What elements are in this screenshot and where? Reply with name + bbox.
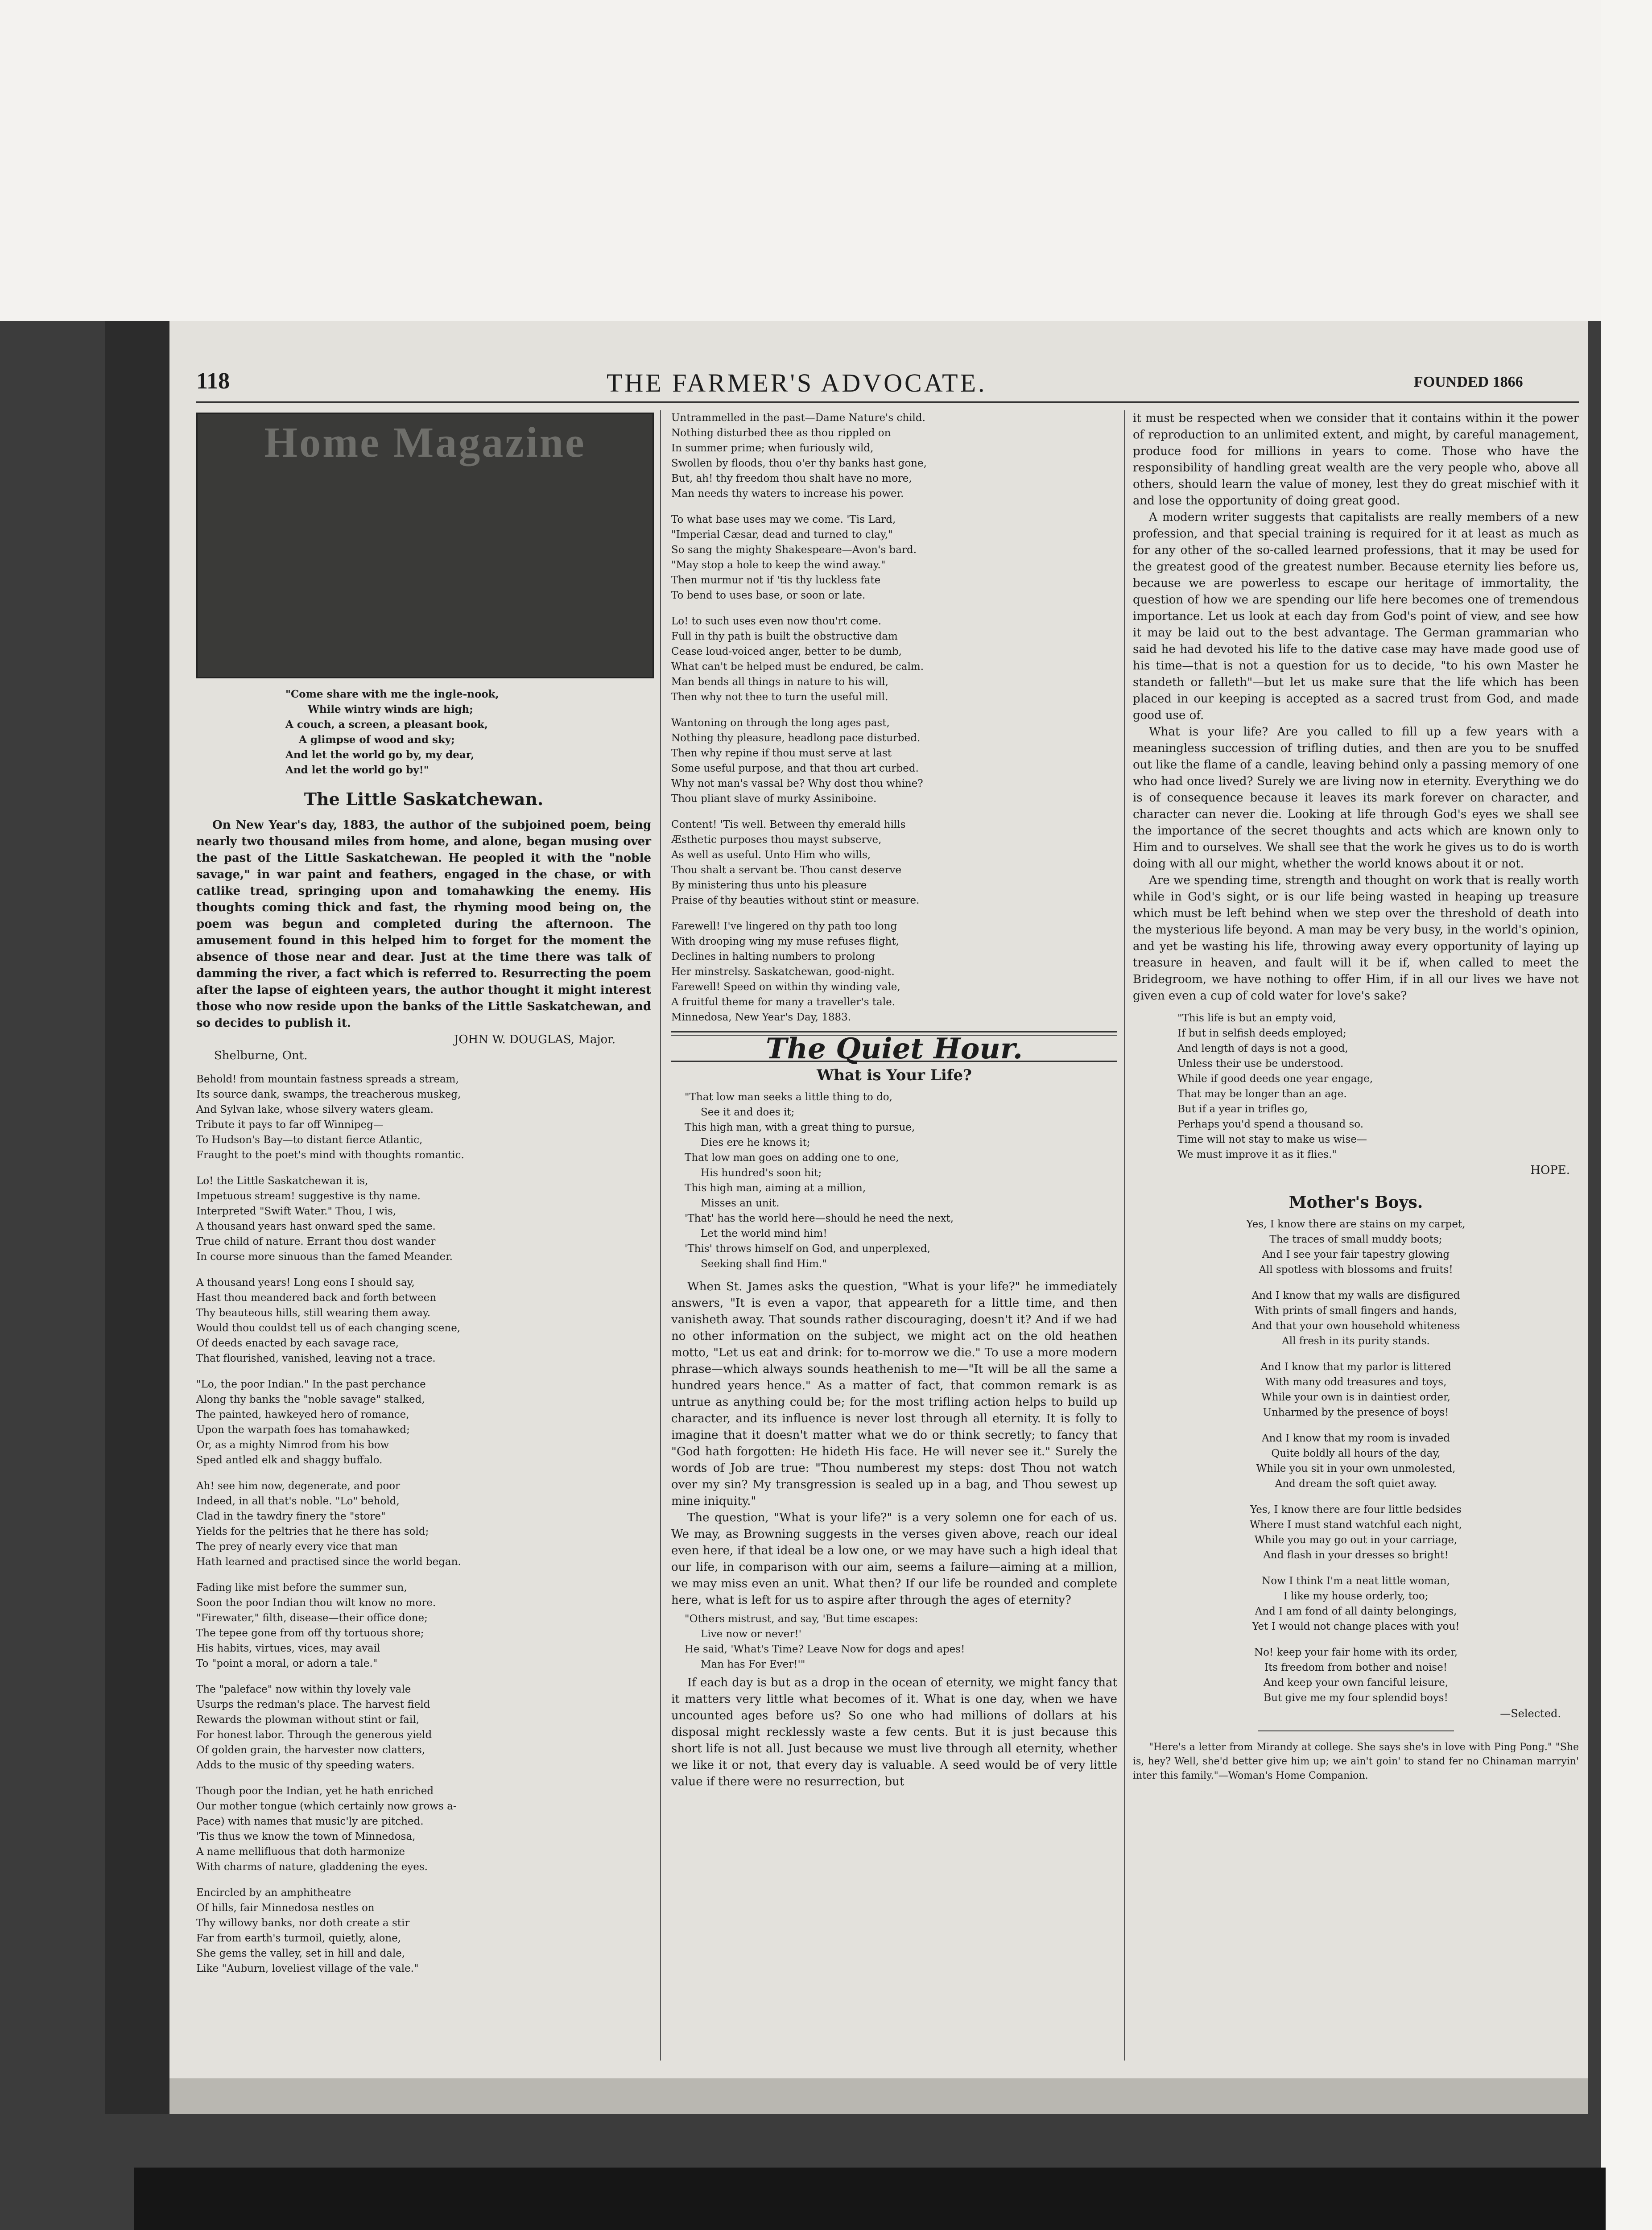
verse-line: By ministering thus unto his pleasure	[671, 880, 867, 891]
verse-line: Thy willowy banks, nor doth create a stir	[196, 1917, 410, 1929]
header-rule	[196, 401, 1579, 403]
verse-line: Perhaps you'd spend a thousand so.	[1177, 1119, 1364, 1130]
verse-line: Fading like mist before the summer sun,	[196, 1582, 407, 1594]
verse-line: Praise of thy beauties without stint or measure.	[671, 895, 920, 906]
column-divider	[1124, 410, 1125, 2061]
verse-line: She gems the valley, set in hill and dale,	[196, 1948, 405, 1959]
verse-line: Man bends all things in nature to his will,	[671, 676, 888, 688]
body-paragraph: If each day is but as a drop in the ocean of eternity, we might fancy that it matters very little what becomes of it. What is one day, when we have uncounted ages before us? So one who had millions of dollars at his disposal might recklessly waste a few cents. But it is just because this short life is not all. Just because we must live through all eternity, whether we like it or not, that every day is valuable. A seed would be of very little value if there were no resurrection, but	[671, 1676, 1117, 1788]
verse-line: I like my house orderly, too;	[1283, 1590, 1429, 1602]
masthead: THE FARMER'S ADVOCATE.	[607, 368, 987, 397]
verse-line: The traces of small muddy boots;	[1269, 1234, 1442, 1245]
place: Shelburne, Ont.	[214, 1049, 308, 1062]
verse-line: And keep your own fanciful leisure,	[1263, 1677, 1449, 1689]
verse-line: With drooping wing my muse refuses flight,	[671, 936, 899, 947]
mothers-boys-title: Mother's Boys.	[1289, 1193, 1423, 1212]
verse-line: Of deeds enacted by each savage race,	[196, 1338, 399, 1349]
verse-line: Adds to the music of thy speeding waters.	[196, 1759, 415, 1771]
verse-line: Farewell! I've lingered on thy path too long	[671, 921, 897, 932]
verse-line: Then murmur not if 'tis thy luckless fate	[671, 574, 881, 586]
verse-line: The "paleface" now within thy lovely vale	[196, 1684, 411, 1695]
verse-line: Then why repine if thou must serve at last	[671, 747, 892, 759]
verse-line: Far from earth's turmoil, quietly, alone,	[196, 1933, 401, 1944]
verse-line: Some useful purpose, and that thou art curbed.	[671, 763, 919, 774]
stanza	[196, 1275, 651, 1366]
motto-poem	[196, 687, 651, 778]
stanza	[1133, 1502, 1579, 1563]
verse-line: Nothing thy pleasure, headlong pace disturbed.	[671, 732, 921, 744]
body-paragraph: Are we spending time, strength and thought on work that is really worth while in God's sight, or is our life being wasted in heaping up treasure which must be left behind when we step over the threshold of death into the mysterious life beyond. A man may be very busy, in the world's opinion, and yet be wasting his life, throwing away every opportunity of laying up treasure in heaven, and fault will it be if, when called to meet the Bridegroom, we have nothing to offer Him, if in all our lives we have not given even a cup of cold water for love's sake?	[1133, 874, 1579, 1003]
verse-line: Declines in halting numbers to prolong	[671, 951, 875, 962]
verse-line: What can't be helped must be endured, be calm.	[671, 661, 924, 673]
verse-line: And dream the soft quiet away.	[1275, 1478, 1437, 1490]
verse-line: This high man, with a great thing to pursue,	[685, 1122, 915, 1133]
verse-line: This high man, aiming at a million,	[685, 1182, 866, 1194]
intro-paragraph: On New Year's day, 1883, the author of the subjoined poem, being nearly two thousand miles from home, and alone, began musing over the past of the Little Saskatchewan. He peopled it with the "noble savage," in war paint and feathers, engaged in the chase, or with catlike tread, springing upon and tomahawking the enemy. His thoughts coming thick and fast, the rhyming mood being on, the poem was begun and completed during the afternoon. The amusement found in this helped him to forget for the moment the absence of those near and dear. Just at the time there was talk of damming the river, a fact which is referred to. Resurrecting the poem after the lapse of eighteen years, the author thought it might interest those who now reside upon the banks of the Little Saskatchewan, and so decides to publish it.	[196, 818, 651, 1030]
verse-line: Cease loud-voiced anger, better to be dumb,	[671, 646, 902, 657]
browning-poem	[671, 1090, 1117, 1272]
verse-line: And I know that my walls are disfigured	[1251, 1290, 1460, 1301]
verse-line: Interpreted "Swift Water." Thou, I wis,	[196, 1206, 396, 1217]
verse-line: Yes, I know there are stains on my carpet,	[1246, 1218, 1466, 1230]
verse-line: "May stop a hole to keep the wind away."	[671, 559, 886, 571]
verse-line: Why not man's vassal be? Why dost thou whine?	[671, 778, 923, 789]
verse-line: If but in selfish deeds employed;	[1177, 1028, 1346, 1039]
verse-line: "That low man seeks a little thing to do,	[685, 1091, 892, 1103]
verse-line: Tribute it pays to far off Winnipeg—	[196, 1119, 384, 1131]
verse-line: Untrammelled in the past—Dame Nature's child.	[671, 412, 925, 424]
verse-line: And I am fond of all dainty belongings,	[1255, 1606, 1457, 1617]
verse-line: 'This' throws himself on God, and unperplexed,	[685, 1243, 930, 1255]
newspaper-page	[169, 321, 1588, 2114]
verse-line: But, ah! thy freedom thou shalt have no more,	[671, 473, 912, 484]
page-bottom-shadow	[169, 2078, 1588, 2114]
verse-line: Usurps the redman's place. The harvest field	[196, 1699, 430, 1710]
verse-line: To bend to uses base, or soon or late.	[671, 590, 866, 601]
verse-line: Hast thou meandered back and forth between	[196, 1292, 437, 1304]
verse-line: A thousand years! Long eons I should say,	[196, 1277, 415, 1288]
verse-line: And I know that my room is invaded	[1261, 1433, 1450, 1444]
verse-line: Or, as a mighty Nimrod from his bow	[196, 1439, 389, 1451]
verse-line: Hath learned and practised since the world began.	[196, 1556, 461, 1568]
verse-line: Quite boldly all hours of the day,	[1271, 1448, 1441, 1459]
verse-line: And Sylvan lake, whose silvery waters gleam.	[196, 1104, 434, 1115]
founded-date: FOUNDED 1866	[1414, 374, 1523, 390]
verse-line: As well as useful. Unto Him who wills,	[671, 849, 871, 861]
verse-line: Pace) with names that music'ly are pitched.	[196, 1816, 424, 1827]
verse-line: The prey of nearly every vice that man	[196, 1541, 398, 1553]
verse-line: The tepee gone from off thy tortuous shore;	[196, 1627, 424, 1639]
mothers-boys-poem	[1133, 1217, 1579, 1706]
column-divider	[660, 410, 661, 2061]
verse-line: Behold! from mountain fastness spreads a stream,	[196, 1074, 459, 1085]
verse-line: All spotless with blossoms and fruits!	[1259, 1264, 1453, 1276]
verse-line: Nothing disturbed thee as thou rippled on	[671, 427, 891, 439]
verse-line: Along thy banks the "noble savage" stalked,	[196, 1394, 425, 1405]
verse-line: While wintry winds are high;	[308, 703, 473, 715]
verse-line: Seeking shall find Him."	[701, 1258, 827, 1270]
quiet-hour-title: The Quiet Hour.	[765, 1032, 1023, 1065]
verse-line: With many odd treasures and toys,	[1265, 1376, 1447, 1388]
verse-line: Unless their use be understood.	[1177, 1058, 1344, 1070]
verse-line: And length of days is not a good,	[1177, 1043, 1348, 1054]
verse-line: Its source dank, swamps, the treacherous muskeg,	[196, 1089, 461, 1100]
stanza	[671, 817, 1117, 908]
verse-line: Æsthetic purposes thou mayst subserve,	[671, 834, 882, 846]
verse-line: "Firewater," filth, disease—their office done;	[196, 1612, 428, 1624]
verse-line: Encircled by an amphitheatre	[196, 1887, 351, 1899]
verse-line: A name mellifluous that doth harmonize	[196, 1846, 405, 1858]
stanza	[1133, 1431, 1579, 1491]
verse-line: Yields for the peltries that he there has sold;	[196, 1526, 429, 1537]
verse-line: "This life is but an empty void,	[1177, 1012, 1336, 1024]
verse-line: "Come share with me the ingle-nook,	[285, 688, 499, 700]
body-paragraph: When St. James asks the question, "What is your life?" he immediately answers, "It is even a vapor, that appeareth for a little time, and then vanisheth away. That sounds rather discouraging, doesn't it? And if we had no other information on the subject, we might act on the old heathen motto, "Let us eat and drink: for to-morrow we die." To use a more modern phrase—which always sounds heathenish to me—"It will be all the same a hundred years hence." As a matter of fact, that common remark is as untrue as anything could be; for the most trifling action helps to build up character, and its influence is never lost through all eternity. It is folly to imagine that it doesn't matter what we do or think secretly; to fancy that "God hath forgotten: He hideth His face. He will never see it." Surely the words of Job are true: "Thou numberest my steps: dost Thou not watch over my sin? My transgression is sealed up in a bag, and Thou sewest up mine iniquity."	[671, 1280, 1117, 1508]
verse-line: While you may go out in your carriage,	[1254, 1534, 1458, 1546]
body-paragraph: What is your life? Are you called to fill up a few years with a meaningless succession of trifling duties, and then are you to be snuffed out like the flame of a candle, leaving behind only a passing memory of one who had once lived? Surely we are living now in eternity. Everything we do is of consequence because it leaves its mark forever on character, and character can never die. Looking at life through God's eyes we shall see the importance of the secret thoughts and acts which are known only to Him and to ourselves. We shall see that the work he gives us to do is worth doing with all our might, whether the world knows about it or not.	[1133, 725, 1579, 871]
stanza	[1133, 1359, 1579, 1420]
verse-line: Soon the poor Indian thou wilt know no more.	[196, 1597, 436, 1609]
stanza	[1133, 1288, 1579, 1349]
stanza	[196, 1580, 651, 1671]
verse-line: Misses an unit.	[701, 1198, 780, 1209]
section-title: What is Your Life?	[817, 1066, 972, 1084]
verse-line: Unharmed by the presence of boys!	[1263, 1407, 1449, 1418]
scan-margin-right	[1601, 0, 1652, 2230]
book-binding	[105, 321, 169, 2114]
verse-line: While if good deeds one year engage,	[1177, 1073, 1373, 1085]
stanza	[671, 919, 1117, 1010]
verse-line: In summer prime; when furiously wild,	[671, 442, 874, 454]
verse-line: And let the world go by!"	[285, 764, 429, 776]
stanza	[671, 614, 1117, 705]
verse-line: A fruitful theme for many a traveller's tale.	[671, 996, 896, 1008]
stanza	[671, 410, 1117, 501]
verse-line: And let the world go by, my dear,	[285, 749, 475, 761]
verse-line: With prints of small fingers and hands,	[1255, 1305, 1457, 1317]
verse-line: So sang the mighty Shakespeare—Avon's bard.	[671, 544, 917, 556]
browning-quote	[671, 1611, 1117, 1672]
verse-line: Impetuous stream! suggestive is thy name.	[196, 1190, 421, 1202]
verse-line: Fraught to the poet's mind with thoughts romantic.	[196, 1149, 464, 1161]
verse-line: And flash in your dresses so bright!	[1263, 1549, 1449, 1561]
verse-line: To what base uses may we come. 'Tis Lard,	[671, 514, 896, 525]
verse-line: Thou shalt a servant be. Thou canst deserve	[671, 864, 902, 876]
body-paragraph: A modern writer suggests that capitalists are really members of a new profession, and that special training is required for it at least as much as for any other of the so-called learned professions, that it may be used for the greatest good of the greatest number. Because eternity lies before us, because we are powerless to escape our heritage of immortality, the question of how we are spending our life here becomes one of tremendous importance. Let us look at each day from God's point of view, and see how it may be laid out to the best advantage. The German grammarian who said he had devoted his life to the dative case may have made good use of his time—that is not a question for us to decide, "to his own Master he standeth or falleth"—but let us make sure that the life which has been placed in our keeping is accepted as a sacred trust from God, and made good use of.	[1133, 511, 1579, 722]
stanza	[1133, 1645, 1579, 1706]
verse-line: "Others mistrust, and say, 'But time escapes:	[685, 1613, 918, 1625]
verse-line: "Imperial Cæsar, dead and turned to clay,"	[671, 529, 893, 541]
stanza	[196, 1682, 651, 1773]
verse-line: Time will not stay to make us wise—	[1177, 1134, 1367, 1145]
verse-line: The painted, hawkeyed hero of romance,	[196, 1409, 409, 1421]
stanza	[671, 512, 1117, 603]
separator-rule	[1258, 1730, 1454, 1731]
verse-line: Though poor the Indian, yet he hath enriched	[196, 1785, 434, 1797]
verse-line: Now I think I'm a neat little woman,	[1262, 1575, 1450, 1587]
verse-line: Thou pliant slave of murky Assiniboine.	[671, 793, 877, 805]
verse-line: Thy beauteous hills, still wearing them away.	[196, 1307, 431, 1319]
verse-line: And I see your fair tapestry glowing	[1262, 1249, 1450, 1260]
verse-line: See it and does it;	[701, 1107, 795, 1118]
verse-line: Full in thy path is built the obstructive dam	[671, 631, 898, 642]
verse-line: Yes, I know there are four little bedsides	[1250, 1504, 1462, 1516]
stanza	[671, 715, 1117, 806]
verse-line: Then why not thee to turn the useful mill.	[671, 691, 888, 703]
verse-line: Clad in the tawdry finery the "store"	[196, 1511, 386, 1522]
verse-line: Lo! to such uses even now thou'rt come.	[671, 615, 882, 627]
verse-line: In course more sinuous than the famed Meander.	[196, 1251, 453, 1263]
verse-line: For honest labor. Through the generous yield	[196, 1729, 432, 1741]
verse-line: A glimpse of wood and sky;	[299, 734, 455, 746]
verse-line: Where I must stand watchful each night,	[1250, 1519, 1462, 1531]
verse-line: That may be longer than an age.	[1177, 1088, 1347, 1100]
verse-line: We must improve it as it flies."	[1177, 1149, 1337, 1160]
verse-line: Live now or never!'	[701, 1628, 801, 1640]
verse-line: With charms of nature, gladdening the eyes.	[196, 1861, 428, 1873]
stanza	[196, 1885, 651, 1976]
hope-poem	[1133, 1011, 1579, 1162]
verse-line: But give me my four splendid boys!	[1264, 1692, 1448, 1704]
verse-line: Of hills, fair Minnedosa nestles on	[196, 1902, 375, 1914]
verse-line: Man needs thy waters to increase his power.	[671, 488, 904, 500]
verse-line: To Hudson's Bay—to distant fierce Atlantic,	[196, 1134, 423, 1146]
verse-line: Sped antled elk and shaggy buffalo.	[196, 1454, 383, 1466]
stanza	[1133, 1573, 1579, 1634]
verse-line: Of golden grain, the harvester now clatters,	[196, 1744, 425, 1756]
verse-line: Indeed, in all that's noble. "Lo" behold,	[196, 1495, 400, 1507]
article-title: The Little Saskatchewan.	[304, 789, 544, 809]
verse-line: He said, 'What's Time? Leave Now for dogs and apes!	[685, 1644, 965, 1655]
verse-line: Lo! the Little Saskatchewan it is,	[196, 1175, 368, 1187]
body-paragraph: it must be respected when we consider that it contains within it the power of reproduction to an unlimited extent, and might, by careful management, produce food for millions in years to come. Those who have the responsibility of handling great wealth are the very people who, above all others, should learn the value of money, lest they do great mischief with it and lose the opportunity of doing great good.	[1133, 412, 1579, 508]
column-2	[671, 410, 1117, 1790]
verse-line: Man has For Ever!'"	[701, 1659, 805, 1670]
verse-line: Her minstrelsy. Saskatchewan, good-night.	[671, 966, 895, 978]
verse-line: Would thou couldst tell us of each changing scene,	[196, 1322, 461, 1334]
dateline: Minnedosa, New Year's Day, 1883.	[671, 1012, 851, 1023]
verse-line: Upon the warpath foes has tomahawked;	[196, 1424, 410, 1436]
verse-line: To "point a moral, or adorn a tale."	[196, 1658, 378, 1669]
verse-line: Ah! see him now, degenerate, and poor	[196, 1480, 401, 1492]
stanza	[196, 1173, 651, 1264]
banner-title: Home Magazine	[264, 418, 586, 466]
verse-line: That low man goes on adding one to one,	[685, 1152, 899, 1164]
poem-saskatchewan-continued	[671, 410, 1117, 1025]
verse-line: While you sit in your own unmolested,	[1256, 1463, 1456, 1474]
verse-line: A thousand years hast onward sped the same.	[196, 1221, 436, 1232]
verse-line: Dies ere he knows it;	[701, 1137, 810, 1148]
stanza	[196, 1377, 651, 1468]
verse-line: Wantoning on through the long ages past,	[671, 717, 890, 729]
joke-paragraph: "Here's a letter from Mirandy at college. She says she's in love with Ping Pong." "She is, hey? Well, she'd better give him up; we ain't goin' to stand fer no Chinaman marryin' inter this family."—Woman's Home Companion.	[1133, 1742, 1579, 1781]
verse-line: While your own is in daintiest order,	[1261, 1392, 1450, 1403]
verse-line: Swollen by floods, thou o'er thy banks hast gone,	[671, 458, 927, 469]
verse-line: And I know that my parlor is littered	[1260, 1361, 1451, 1373]
verse-line: Let the world mind him!	[701, 1228, 827, 1239]
stanza	[196, 1072, 651, 1163]
verse-line: That flourished, vanished, leaving not a trace.	[196, 1353, 436, 1364]
stanza	[196, 1478, 651, 1569]
scan-margin-top	[0, 0, 1652, 321]
scan-margin-bottom	[134, 2168, 1606, 2230]
verse-line: Our mother tongue (which certainly now grows a-	[196, 1801, 457, 1812]
signature: JOHN W. DOUGLAS, Major.	[454, 1033, 615, 1046]
verse-line: His hundred's soon hit;	[701, 1167, 822, 1179]
verse-line: And that your own household whiteness	[1251, 1320, 1460, 1332]
poem-signature: —Selected.	[1500, 1707, 1561, 1720]
verse-line: His habits, virtues, vices, may avail	[196, 1643, 380, 1654]
verse-line: But if a year in trifles go,	[1177, 1103, 1308, 1115]
column-3	[1133, 410, 1579, 1783]
verse-line: "Lo, the poor Indian." In the past perchance	[196, 1379, 426, 1390]
verse-line: Yet I would not change places with you!	[1252, 1621, 1460, 1632]
verse-line: True child of nature. Errant thou dost wander	[196, 1236, 436, 1247]
verse-line: All fresh in its purity stands.	[1282, 1335, 1430, 1347]
verse-line: No! keep your fair home with its order,	[1254, 1647, 1458, 1658]
verse-line: Content! 'Tis well. Between thy emerald hills	[671, 819, 906, 830]
body-paragraph: The question, "What is your life?" is a very solemn one for each of us. We may, as Browning suggests in the verses given above, reach our ideal even here, if that ideal be a low one, or we may have such a high ideal that our life, in comparison with our aim, seems a failure—aiming at a million, we may miss even an unit. What then? If our life be rounded and complete here, what is left for us to aspire after through the ages of eternity?	[671, 1511, 1117, 1607]
verse-line: 'Tis thus we know the town of Minnedosa,	[196, 1831, 416, 1842]
home-magazine-banner	[196, 413, 654, 678]
verse-line: Its freedom from bother and noise!	[1264, 1662, 1448, 1673]
verse-line: Farewell! Speed on within thy winding vale,	[671, 981, 900, 993]
poem-saskatchewan	[196, 1072, 651, 1976]
poem-signature: HOPE.	[1530, 1164, 1570, 1177]
verse-line: A couch, a screen, a pleasant book,	[285, 719, 488, 731]
stanza	[196, 1784, 651, 1875]
verse-line: Rewards the plowman without stint or fail,	[196, 1714, 419, 1726]
page-number: 118	[196, 368, 230, 394]
stanza	[1133, 1217, 1579, 1277]
verse-line: 'That' has the world here—should he need the next,	[685, 1213, 954, 1224]
verse-line: Like "Auburn, loveliest village of the vale."	[196, 1963, 419, 1974]
column-1	[196, 687, 651, 1987]
